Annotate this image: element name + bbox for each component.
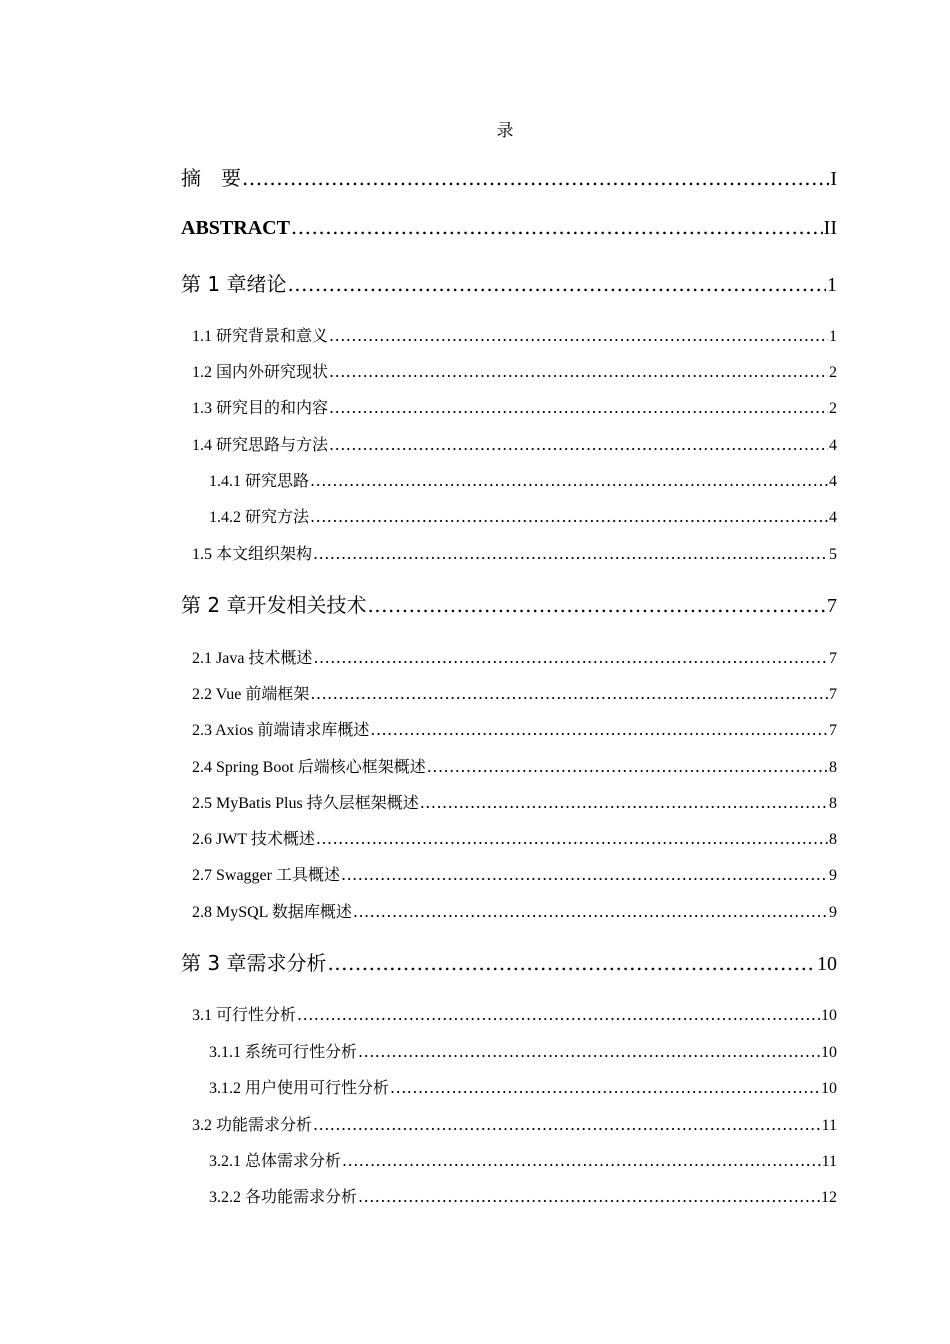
toc-leader-dots	[242, 166, 829, 190]
toc-entry-page: 7	[829, 650, 837, 667]
toc-leader-dots	[327, 951, 816, 975]
toc-entry-label: 2.7 Swagger 工具概述	[192, 867, 340, 884]
toc-entry-label: 1.2 国内外研究现状	[192, 364, 329, 381]
toc-leader-dots	[291, 215, 823, 239]
toc-entry-chapter-1[interactable]	[181, 268, 837, 297]
toc-entry-label: 1.4.2 研究方法	[209, 509, 310, 526]
toc-entry-label: 2.3 Axios 前端请求库概述	[192, 722, 370, 739]
toc-leader-dots	[287, 272, 826, 296]
toc-entry-page: 7	[829, 686, 837, 703]
toc-entry-abstract-en[interactable]	[181, 215, 837, 240]
toc-entry-3-1[interactable]	[192, 1002, 837, 1025]
toc-entry-label: 1.1 研究背景和意义	[192, 328, 329, 345]
toc-entry-label: 3.2 功能需求分析	[192, 1117, 313, 1134]
toc-entry-2-1[interactable]	[192, 645, 837, 668]
toc-leader-dots	[420, 793, 828, 812]
toc-entry-2-6[interactable]	[192, 826, 837, 849]
toc-leader-dots	[313, 648, 828, 667]
toc-leader-dots	[341, 865, 828, 884]
toc-entry-page: 10	[821, 1044, 837, 1061]
toc-entry-1-4[interactable]	[192, 432, 837, 455]
toc-entry-1-4-2[interactable]	[209, 504, 837, 527]
toc-entry-label: ABSTRACT	[181, 217, 290, 239]
toc-entry-page: 10	[821, 1007, 837, 1024]
toc-entry-3-2-1[interactable]	[209, 1148, 837, 1171]
toc-entry-page: 2	[829, 364, 837, 381]
toc-leader-dots	[370, 720, 828, 739]
toc-entry-page: 10	[821, 1080, 837, 1097]
toc-entry-chapter-2[interactable]	[181, 589, 837, 618]
toc-entry-2-5[interactable]	[192, 790, 837, 813]
toc-entry-1-1[interactable]	[192, 323, 837, 346]
toc-entry-label: 3.1.2 用户使用可行性分析	[209, 1080, 390, 1097]
toc-entry-label: 1.5 本文组织架构	[192, 546, 313, 563]
toc-entry-page: II	[823, 217, 837, 239]
toc-leader-dots	[358, 1042, 820, 1061]
toc-entry-page: 12	[821, 1189, 837, 1206]
toc-entry-2-4[interactable]	[192, 754, 837, 777]
toc-entry-2-3[interactable]	[192, 717, 837, 740]
toc-leader-dots	[329, 435, 828, 454]
toc-entry-label: 3.1 可行性分析	[192, 1007, 297, 1024]
toc-entry-label: 3.2.1 总体需求分析	[209, 1153, 342, 1170]
toc-entry-page: 9	[829, 867, 837, 884]
toc-entry-label: 摘 要	[181, 166, 241, 190]
toc-entry-page: 11	[821, 1153, 837, 1170]
toc-entry-3-2-2[interactable]	[209, 1184, 837, 1207]
toc-entry-label: 1.3 研究目的和内容	[192, 400, 329, 417]
toc-leader-dots	[310, 684, 828, 703]
toc-entry-page: 2	[829, 400, 837, 417]
toc-entry-page: 7	[827, 595, 837, 617]
toc-entry-label: 第 2 章开发相关技术	[181, 593, 367, 617]
toc-entry-label: 2.6 JWT 技术概述	[192, 831, 315, 848]
toc-leader-dots	[353, 902, 828, 921]
toc-entry-page: 8	[829, 759, 837, 776]
toc-entry-1-4-1[interactable]	[209, 468, 837, 491]
page-title: 录	[496, 121, 514, 141]
toc-entry-page: I	[830, 168, 837, 190]
toc-entry-page: 10	[817, 953, 837, 975]
toc-entry-page: 8	[829, 831, 837, 848]
toc-leader-dots	[297, 1005, 820, 1024]
toc-entry-1-3[interactable]	[192, 395, 837, 418]
toc-leader-dots	[342, 1151, 821, 1170]
toc-entry-label: 1.4 研究思路与方法	[192, 437, 329, 454]
toc-entry-label: 2.4 Spring Boot 后端核心框架概述	[192, 759, 426, 776]
toc-leader-dots	[313, 544, 828, 563]
toc-entry-3-1-2[interactable]	[209, 1075, 837, 1098]
toc-entry-label: 2.1 Java 技术概述	[192, 650, 313, 667]
toc-entry-label: 第 1 章绪论	[181, 272, 287, 296]
toc-entry-2-8[interactable]	[192, 899, 837, 922]
toc-entry-3-2[interactable]	[192, 1112, 837, 1135]
toc-entry-page: 4	[829, 509, 837, 526]
toc-leader-dots	[310, 471, 828, 490]
toc-entry-label: 2.5 MyBatis Plus 持久层框架概述	[192, 795, 419, 812]
toc-entry-label: 2.2 Vue 前端框架	[192, 686, 310, 703]
toc-leader-dots	[367, 593, 826, 617]
toc-entry-abstract-cn[interactable]	[181, 162, 837, 191]
toc-entry-page: 5	[829, 546, 837, 563]
toc-leader-dots	[310, 507, 828, 526]
toc-entry-page: 8	[829, 795, 837, 812]
toc-entry-page: 1	[829, 328, 837, 345]
toc-entry-chapter-3[interactable]	[181, 947, 837, 976]
toc-leader-dots	[329, 398, 828, 417]
toc-entry-3-1-1[interactable]	[209, 1039, 837, 1062]
toc-entry-1-2[interactable]	[192, 359, 837, 382]
toc-entry-label: 1.4.1 研究思路	[209, 473, 310, 490]
toc-entry-2-2[interactable]	[192, 681, 837, 704]
toc-entry-label: 第 3 章需求分析	[181, 951, 327, 975]
toc-entry-page: 4	[829, 437, 837, 454]
toc-leader-dots	[358, 1187, 820, 1206]
toc-entry-page: 7	[829, 722, 837, 739]
toc-leader-dots	[329, 362, 828, 381]
toc-entry-page: 1	[827, 274, 837, 296]
toc-entry-page: 9	[829, 904, 837, 921]
toc-leader-dots	[427, 757, 828, 776]
toc-entry-page: 4	[829, 473, 837, 490]
toc-entry-1-5[interactable]	[192, 541, 837, 564]
toc-entry-2-7[interactable]	[192, 862, 837, 885]
toc-leader-dots	[329, 326, 828, 345]
toc-leader-dots	[390, 1078, 820, 1097]
toc-entry-label: 2.8 MySQL 数据库概述	[192, 904, 352, 921]
toc-leader-dots	[316, 829, 828, 848]
toc-leader-dots	[313, 1115, 821, 1134]
toc-entry-label: 3.2.2 各功能需求分析	[209, 1189, 358, 1206]
toc-entry-label: 3.1.1 系统可行性分析	[209, 1044, 358, 1061]
toc-entry-page: 11	[821, 1117, 837, 1134]
